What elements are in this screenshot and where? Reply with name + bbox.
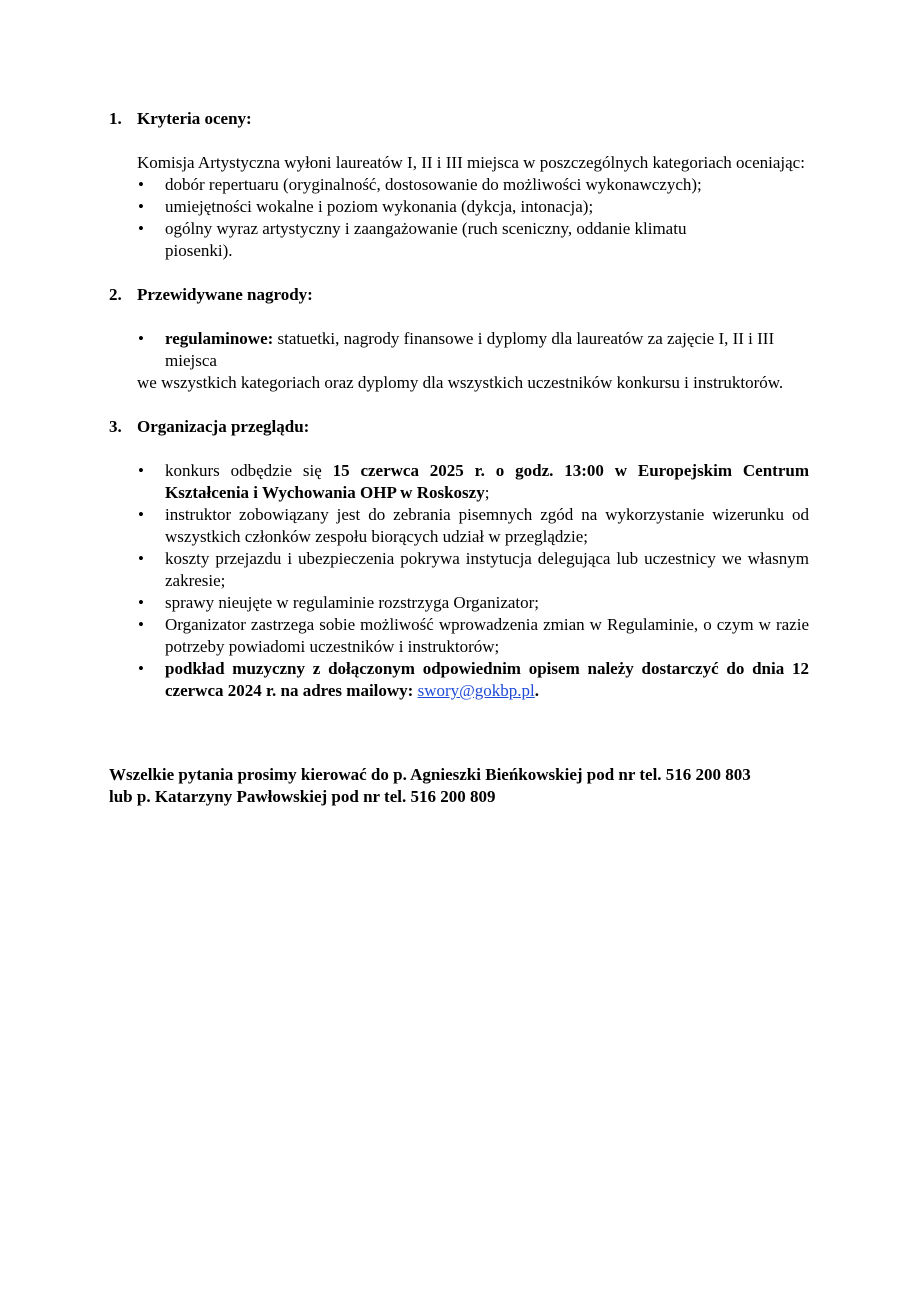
prizes-list (109, 328, 809, 372)
bullet-icon: • (138, 461, 144, 480)
section-2-heading (109, 284, 809, 306)
list-item: • regulaminowe: statuetki, nagrody finansowe i dyplomy dla laureatów za zajęcie I, II i III miejsca (138, 329, 775, 370)
section-title: Kryteria oceny: (137, 109, 252, 128)
bullet-icon: • (138, 593, 144, 612)
event-date-location: 15 czerwca 2025 r. o godz. 13:00 w Europejskim Centrum Kształcenia i Wychowania OHP w Roskoszy (165, 461, 809, 502)
bullet-icon: • (138, 197, 144, 216)
list-item: • konkurs odbędzie się 15 czerwca 2025 r. o godz. 13:00 w Europejskim Centrum Kształcenia i Wychowania OHP w Roskoszy; (138, 461, 809, 502)
bullet-icon: • (138, 505, 144, 524)
contact-line-2: lub p. Katarzyny Pawłowskiej pod nr tel. 516 200 809 (109, 787, 496, 806)
list-item: • ogólny wyraz artystyczny i zaangażowanie (ruch sceniczny, oddanie klimatu piosenki). (138, 219, 687, 260)
section-number: 1. (109, 109, 122, 128)
list-item: • sprawy nieujęte w regulaminie rozstrzyga Organizator; (138, 593, 540, 612)
section-1-heading (109, 108, 809, 130)
contact-line-1: Wszelkie pytania prosimy kierować do p. Agnieszki Bieńkowskiej pod nr tel. 516 200 803 (109, 765, 751, 784)
list-item: • podkład muzyczny z dołączonym odpowiednim opisem należy dostarczyć do dnia 12 czerwca 2024 r. na adres mailowy: swory@gokbp.pl. (138, 659, 809, 700)
list-item: • koszty przejazdu i ubezpieczenia pokrywa instytucja delegująca lub uczestnicy we własnym zakresie; (138, 549, 809, 590)
bullet-icon: • (138, 659, 144, 678)
section-title: Organizacja przeglądu: (137, 417, 310, 436)
list-item: • umiejętności wokalne i poziom wykonania (dykcja, intonacja); (138, 197, 594, 216)
list-item: • dobór repertuaru (oryginalność, dostosowanie do możliwości wykonawczych); (138, 175, 702, 194)
bullet-icon: • (138, 615, 144, 634)
bullet-icon: • (138, 549, 144, 568)
document-content (109, 108, 809, 808)
section-number: 2. (109, 285, 122, 304)
section-title: Przewidywane nagrody: (137, 285, 313, 304)
bullet-icon: • (138, 219, 144, 238)
section-number: 3. (109, 417, 122, 436)
prize-type-label: regulaminowe: (165, 329, 274, 348)
bullet-icon: • (138, 329, 144, 348)
list-item: • instruktor zobowiązany jest do zebrania pisemnych zgód na wykorzystanie wizerunku od wszystkich członków zespołu biorących udział w przeglądzie; (138, 505, 809, 546)
bullet-icon: • (138, 175, 144, 194)
organization-list (109, 460, 809, 702)
criteria-list (109, 174, 809, 262)
section-1-intro: Komisja Artystyczna wyłoni laureatów I, II i III miejsca w poszczególnych kategoriach oceniając: (137, 153, 805, 172)
list-item: • Organizator zastrzega sobie możliwość wprowadzenia zmian w Regulaminie, o czym w razie potrzeby powiadomi uczestników i instruktorów; (138, 615, 809, 656)
section-2-continuation: we wszystkich kategoriach oraz dyplomy dla wszystkich uczestników konkursu i instruktorów. (137, 373, 784, 392)
section-3-heading (109, 416, 809, 438)
email-link[interactable]: swory@gokbp.pl (417, 681, 535, 700)
